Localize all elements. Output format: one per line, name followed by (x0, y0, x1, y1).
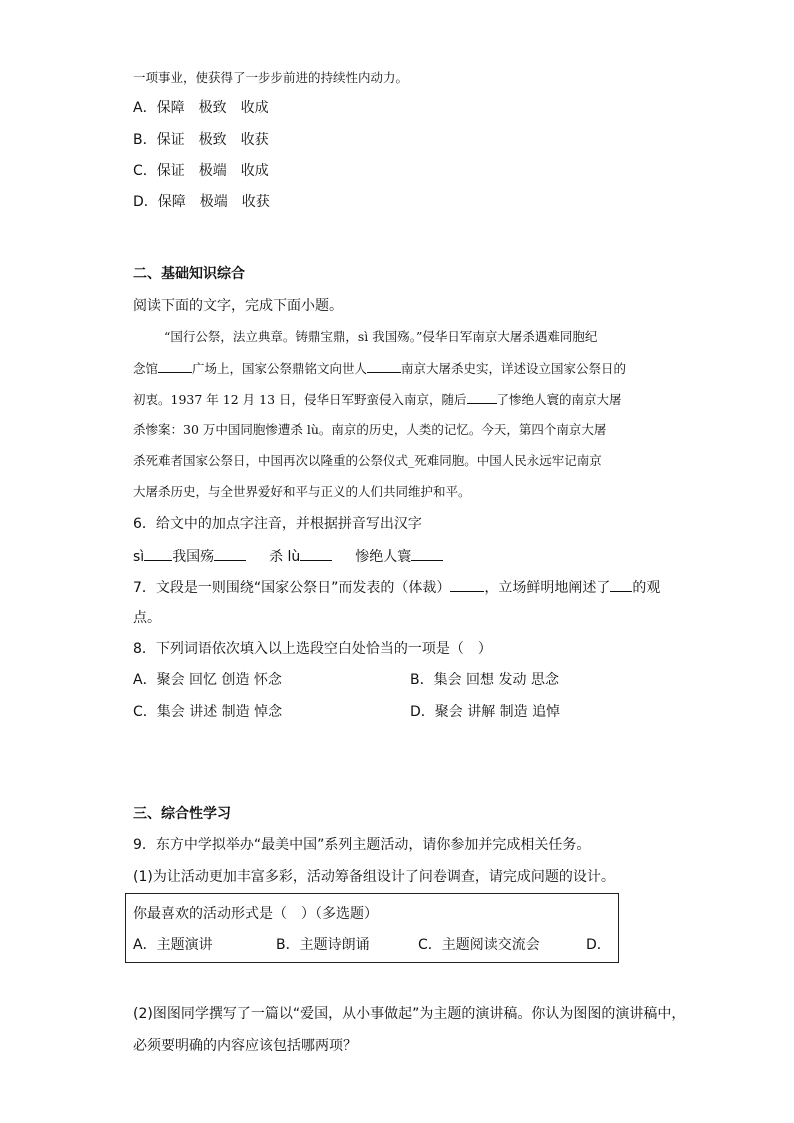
answer-blank[interactable] (450, 577, 484, 592)
answer-blank[interactable] (610, 577, 632, 592)
option-d: D．保障 极端 收获 (133, 194, 270, 210)
q9-stem: 9．东方中学拟举办“最美中国”系列主题活动，请你参加并完成相关任务。 (133, 837, 591, 853)
survey-option-c: C．主题阅读交流会 (418, 937, 540, 953)
q9-2-stem-cont: 必须要明确的内容应该包括哪两项？ (133, 1038, 357, 1054)
q6-text: 我国殇 (172, 549, 215, 565)
q6-stem: 6．给文中的加点字注音，并根据拼音写出汉字 (133, 516, 422, 532)
q7-text: ，立场鲜明地阐述了 (484, 580, 611, 596)
section-heading: 三、综合性学习 (133, 806, 231, 822)
passage-text: 了惨绝人寰的南京大屠 (496, 392, 622, 407)
passage-text: 初衷。1937 年 12 月 13 日，侵华日军野蛮侵入南京，随后 (133, 392, 467, 407)
q8-stem: 8．下列词语依次填入以上选段空白处恰当的一项是（ ） (133, 641, 492, 657)
passage-line: 大屠杀历史，与全世界爱好和平与正义的人们共同维护和平。 (133, 484, 471, 499)
section-heading: 二、基础知识综合 (133, 266, 245, 282)
answer-blank[interactable] (300, 546, 332, 561)
q6-answers (133, 546, 443, 567)
passage-line: “国行公祭，法立典章。铸鼎宝鼎，sì 我国殇。”侵华日军南京大屠杀遇难同胞纪 (164, 329, 598, 344)
q8-option-a: A．聚会 回忆 创造 怀念 (133, 672, 282, 688)
survey-option-a: A．主题演讲 (133, 937, 213, 953)
q6-text: 杀 lù (269, 549, 301, 565)
passage-line: 杀死难者国家公祭日，中国再次以隆重的公祭仪式_死难同胞。中国人民永远牢记南京 (133, 453, 602, 468)
answer-blank[interactable] (467, 389, 497, 404)
survey-option-d: D． (586, 937, 611, 953)
q6-pinyin: sì (133, 549, 145, 565)
option-a: A．保障 极致 收成 (133, 100, 269, 116)
instruction: 阅读下面的文字，完成下面小题。 (133, 298, 343, 314)
q7-text: 7．文段是一则围绕“国家公祭日”而发表的（体裁） (133, 580, 451, 596)
passage-text: 念馆 (133, 361, 159, 376)
q9-1-stem: (1)为让活动更加丰富多彩，活动筹备组设计了问卷调查，请完成问题的设计。 (133, 869, 615, 885)
survey-question: 你最喜欢的活动形式是（ ）（多选题） (133, 906, 378, 922)
option-c: C．保证 极端 收成 (133, 163, 269, 179)
passage-text: 南京大屠杀史实，详述设立国家公祭日的 (401, 361, 627, 376)
q7-tail: 点。 (133, 610, 161, 626)
option-b: B．保证 极致 收获 (133, 132, 269, 148)
passage-line (133, 358, 626, 379)
answer-blank[interactable] (144, 546, 172, 561)
q8-option-d: D．聚会 讲解 制造 追悼 (410, 704, 561, 720)
q6-text: 惨绝人寰 (355, 549, 412, 565)
q7-line (133, 577, 660, 598)
q8-option-c: C．集会 讲述 制造 悼念 (133, 704, 283, 720)
passage-line (133, 389, 622, 410)
survey-option-b: B．主题诗朗诵 (276, 937, 370, 953)
prev-question-tail: 一项事业，使获得了一步步前进的持续性内动力。 (133, 70, 409, 85)
q8-option-b: B．集会 回想 发动 思念 (410, 672, 559, 688)
answer-blank[interactable] (367, 358, 401, 373)
answer-blank[interactable] (411, 546, 443, 561)
q9-2-stem: (2)图图同学撰写了一篇以“爱国，从小事做起”为主题的演讲稿。你认为图图的演讲稿中， (133, 1006, 686, 1022)
passage-line: 杀惨案：30 万中国同胞惨遭杀 lù。南京的历史，人类的记忆。今天，第四个南京大屠 (133, 422, 607, 437)
q7-text: 的观 (632, 580, 661, 596)
answer-blank[interactable] (214, 546, 246, 561)
passage-text: 广场上，国家公祭鼎铭文向世人 (192, 361, 368, 376)
answer-blank[interactable] (158, 358, 192, 373)
